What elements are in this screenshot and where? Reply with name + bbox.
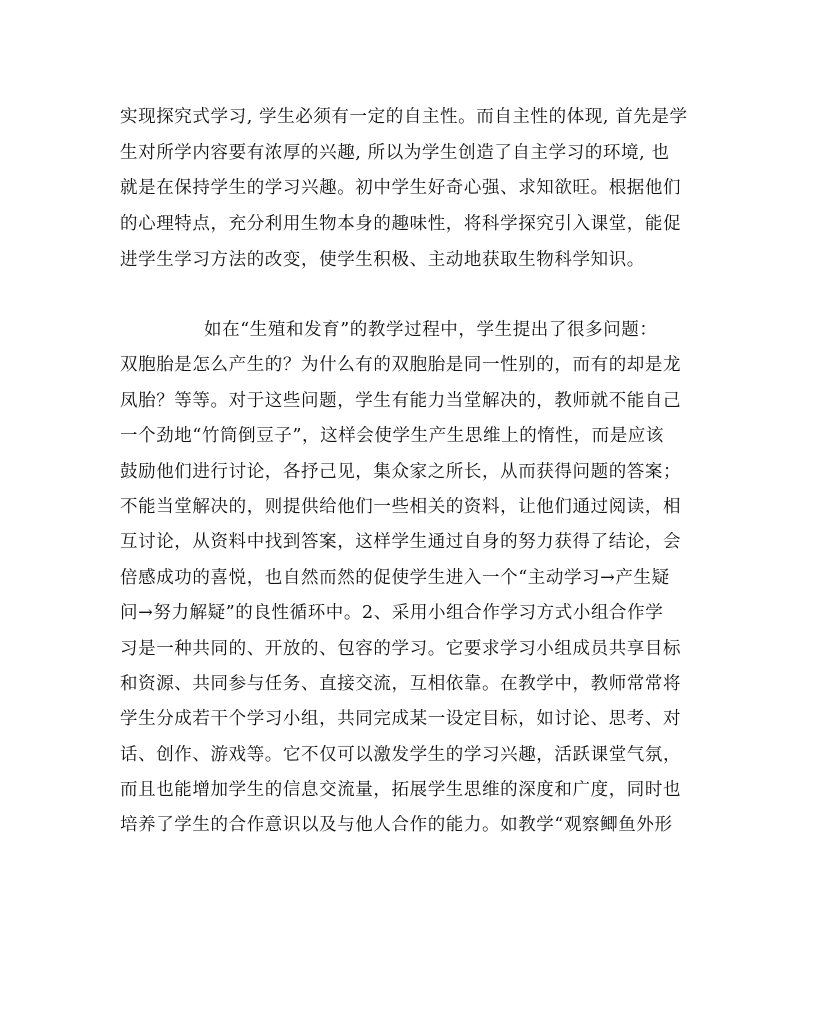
text-line: 习是一种共同的、开放的、包容的学习。它要求学习小组成员共享目标 [120,639,682,659]
paragraph-first-line: 如在“生殖和发育”的教学过程中，学生提出了很多问题： [204,320,658,340]
text-line: 倍感成功的喜悦，也自然而然的促使学生进入一个“主动学习→产生疑 [120,568,670,588]
text-line: 一个劲地“竹筒倒豆子”，这样会使学生产生思维上的惰性，而是应该 [120,426,664,446]
text-line: 进学生学习方法的改变，使学生积极、主动地获取生物科学知识。 [120,250,645,270]
text-line: 培养了学生的合作意识以及与他人合作的能力。如教学“观察鲫鱼外形 [120,815,673,835]
text-line: 鼓励他们进行讨论，各抒己见，集众家之所长，从而获得问题的答案； [120,462,682,482]
text-line: 问→努力解疑”的良性循环中。2、采用小组合作学习方式小组合作学 [120,603,664,623]
text-line: 就是在保持学生的学习兴趣。初中学生好奇心强、求知欲旺。根据他们 [120,178,682,198]
text-line: 生对所学内容要有浓厚的兴趣, 所以为学生创造了自主学习的环境, 也 [120,143,670,163]
text-line: 不能当堂解决的，则提供给他们一些相关的资料，让他们通过阅读，相 [120,497,682,517]
text-line: 学生分成若干个学习小组，共同完成某一设定目标，如讨论、思考、对 [120,709,682,729]
text-line: 话、创作、游戏等。它不仅可以激发学生的学习兴趣，活跃课堂气氛， [120,745,682,765]
text-line: 而且也能增加学生的信息交流量，拓展学生思维的深度和广度，同时也 [120,780,682,800]
text-line: 的心理特点，充分利用生物本身的趣味性，将科学探究引入课堂，能促 [120,214,682,234]
text-line: 互讨论，从资料中找到答案，这样学生通过自身的努力获得了结论，会 [120,532,682,552]
text-line: 双胞胎是怎么产生的？为什么有的双胞胎是同一性别的，而有的却是龙 [120,355,682,375]
text-line: 和资源、共同参与任务、直接交流，互相依靠。在教学中，教师常常将 [120,674,682,694]
text-line: 凤胎？等等。对于这些问题，学生有能力当堂解决的，教师就不能自己 [120,391,682,411]
text-line: 实现探究式学习, 学生必须有一定的自主性。而自主性的体现, 首先是学 [120,107,688,127]
